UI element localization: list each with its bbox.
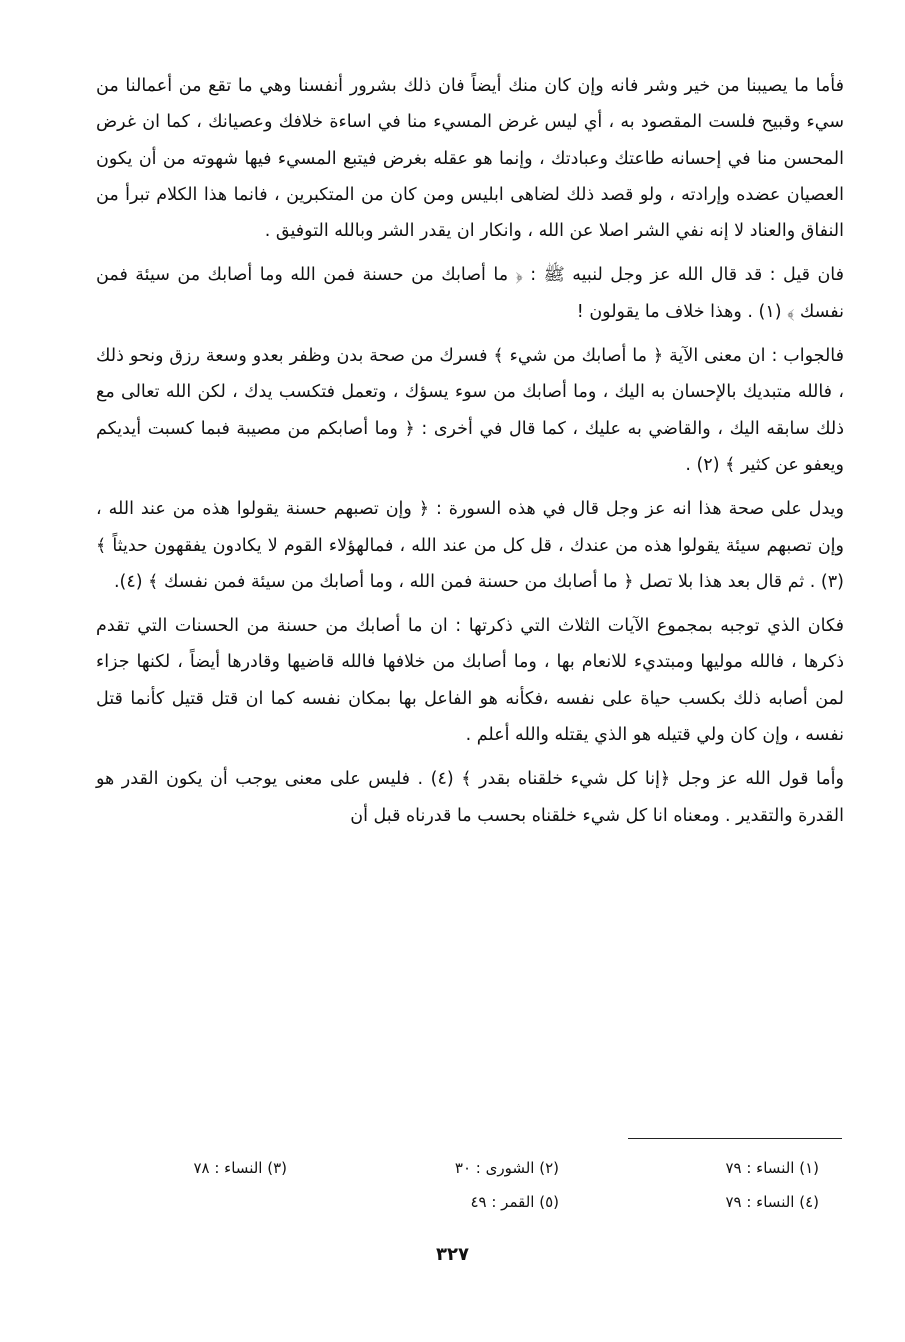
paragraph-2: فان قيل : قد قال الله عز وجل لنبيه ﷺ : ﴿ ما أصابك من حسنة فمن الله وما أصابك من سيئة فمن نفسك ﴾ (١) . وهذا خلاف ما يقولون ! <box>96 265 844 322</box>
paragraph-1: فأما ما يصيبنا من خير وشر فانه وإن كان منك أيضاً فان ذلك بشرور أنفسنا وهي ما تقع من أعمالنا من سيء وقبيح فلست المقصود به ، أي ليس غرض المسيء منا في اساءة خلافك وعصيانك ، كما ان غرض المحسن منا في إحسانه طاعتك وعبادتك ، وإنما هو عقله بغرض فيتبع المسيء فيها شهوته من أن يكون العصيان عضده وإرادته ، ولو قصد ذلك لضاهى ابليس ومن كان من المتكبرين ، فانما هذا الكلام تبرأ من النفاق والعناد لا إنه نفي الشر اصلا عن الله ، وانكار ان يقدر الشر وبالله التوفيق . <box>96 76 844 242</box>
page-number: ٣٢٧ <box>436 1244 469 1265</box>
footnote-2: (٢) الشورى : ٣٠ <box>454 1159 559 1177</box>
paragraph-6: وأما قول الله عز وجل ﴿إنا كل شيء خلقناه بقدر ﴾ (٤) . فليس على معنى يوجب أن يكون القدر هو القدرة والتقدير . ومعناه انا كل شيء خلقناه بحسب ما قدرناه قبل أن <box>96 769 844 826</box>
body-text <box>96 68 844 834</box>
footnote-1: (١) النساء : ٧٩ <box>725 1159 819 1177</box>
paragraph-3: فالجواب : ان معنى الآية ﴿ ما أصابك من شيء ﴾ فسرك من صحة بدن وظفر بعدو وسعة رزق ونحو ذلك ، فالله متبديك بالإحسان به اليك ، وما أصابك من سوء يسؤك ، وتعمل فتكسب يدك ، لكن الله تعالى مع ذلك سابقه اليك ، والقاضي به عليك ، كما قال في أخرى : ﴿ وما أصابكم من مصيبة فبما كسبت أيديكم ويعفو عن كثير ﴾ (٢) . <box>96 346 844 475</box>
footnote-4: (٤) النساء : ٧٩ <box>725 1193 819 1211</box>
footnote-5: (٥) القمر : ٤٩ <box>470 1193 559 1211</box>
paragraph-5: فكان الذي توجبه بمجموع الآيات الثلاث التي ذكرتها : ان ما أصابك من حسنة من الحسنات التي تقدم ذكرها ، فالله موليها ومبتديء للانعام بها ، وما أصابك من خلافها فالله قاضيها وقادرها أيضاً ، لكنها جزاء لمن أصابه ذلك بكسب حياة على نفسه ،فكأنه هو الفاعل بها بمكان نفسه كما ان قتل قتيل كأنما قتل نفسه ، وإن كان ولي قتيله هو الذي يقتله والله أعلم . <box>96 616 844 746</box>
footnote-divider <box>628 1138 842 1139</box>
paragraph-4: ويدل على صحة هذا انه عز وجل قال في هذه السورة : ﴿ وإن تصبهم حسنة يقولوا هذه من عند الله ، وإن تصبهم سيئة يقولوا هذه من عندك ، قل كل من عند الله ، فمالهؤلاء القوم لا يكادون يفقهون حديثاً ﴾(٣) . ثم قال بعد هذا بلا تصل ﴿ ما أصابك من حسنة فمن الله ، وما أصابك من سيئة فمن نفسك ﴾ (٤). <box>96 499 844 592</box>
footnote-3: (٣) النساء : ٧٨ <box>193 1159 287 1177</box>
